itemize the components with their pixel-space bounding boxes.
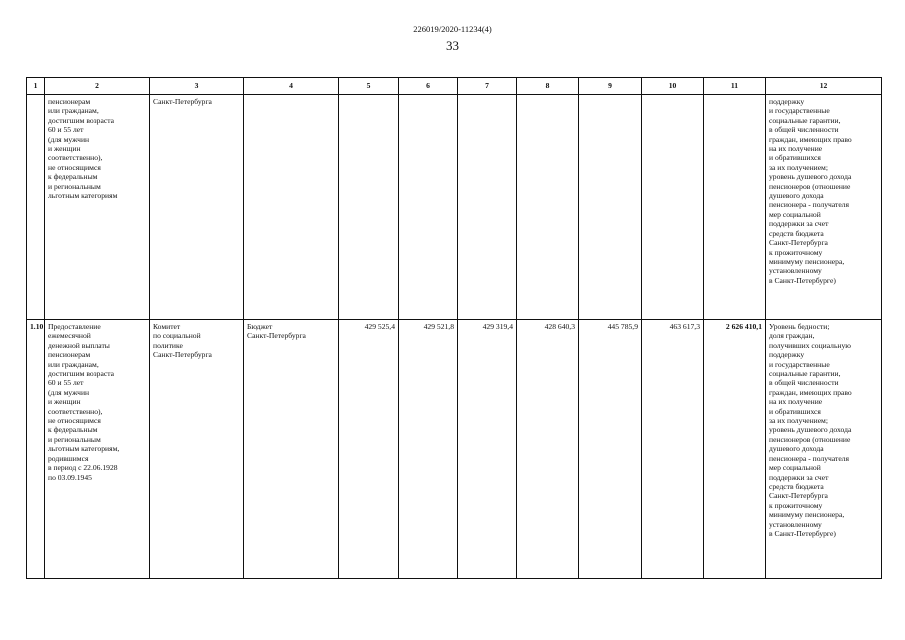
col-header-12: 12 xyxy=(766,78,882,95)
value-col-8: 428 640,3 xyxy=(517,320,579,579)
document-number: 226019/2020-11234(4) xyxy=(413,24,492,34)
table-row xyxy=(27,95,882,320)
executor: Комитет по социальной политике Санкт-Петербурга xyxy=(150,320,244,579)
col-header-11: 11 xyxy=(704,78,766,95)
col-header-4: 4 xyxy=(244,78,339,95)
indicators: поддержку и государственные социальные гарантии, в общей численности граждан, имеющих право на их получение и обратившихся за их получением; уровень душевого дохода пенсионеров (отношение душевого дохода пенсионера - получателя мер социальной поддержки за счет средств бюджета Санкт-Петербурга к прожиточному минимуму пенсионера, установленному в Санкт-Петербурге) xyxy=(766,95,882,320)
indicators: Уровень бедности; доля граждан, получивших социальную поддержку и государственные социальные гарантии, в общей численности граждан, имеющих право на их получение и обратившихся за их получением; уровень душевого дохода пенсионеров (отношение душевого дохода пенсионера - получателя мер социальной поддержки за счет средств бюджета Санкт-Петербурга к прожиточному минимуму пенсионера, установленному в Санкт-Петербурге) xyxy=(766,320,882,579)
col-header-3: 3 xyxy=(150,78,244,95)
value-col-10: 463 617,3 xyxy=(642,320,704,579)
program-table xyxy=(26,77,882,579)
value-col-7 xyxy=(458,95,517,320)
row-number xyxy=(27,95,45,320)
table-row xyxy=(27,320,882,579)
value-col-7: 429 319,4 xyxy=(458,320,517,579)
col-header-5: 5 xyxy=(339,78,399,95)
measure-name: Предоставление ежемесячной денежной выплаты пенсионерам или гражданам, достигшим возраста 60 и 55 лет (для мужчин и женщин соответственно), не относящимся к федеральным и региональным льготным категориям, родившимся в период с 22.06.1928 по 03.09.1945 xyxy=(45,320,150,579)
col-header-1: 1 xyxy=(27,78,45,95)
executor: Санкт-Петербурга xyxy=(150,95,244,320)
value-col-10 xyxy=(642,95,704,320)
funding-source: Бюджет Санкт-Петербурга xyxy=(244,320,339,579)
value-col-6 xyxy=(399,95,458,320)
col-header-2: 2 xyxy=(45,78,150,95)
col-header-10: 10 xyxy=(642,78,704,95)
row-number: 1.10 xyxy=(27,320,45,579)
header-row xyxy=(27,78,882,95)
funding-source xyxy=(244,95,339,320)
page-number: 33 xyxy=(446,38,459,53)
col-header-7: 7 xyxy=(458,78,517,95)
value-col-9 xyxy=(579,95,642,320)
col-header-6: 6 xyxy=(399,78,458,95)
total-value: 2 626 410,1 xyxy=(704,320,766,579)
col-header-9: 9 xyxy=(579,78,642,95)
measure-name: пенсионерам или гражданам, достигшим возраста 60 и 55 лет (для мужчин и женщин соответственно), не относящимся к федеральным и региональным льготным категориям xyxy=(45,95,150,320)
value-col-9: 445 785,9 xyxy=(579,320,642,579)
value-col-5 xyxy=(339,95,399,320)
value-col-8 xyxy=(517,95,579,320)
col-header-8: 8 xyxy=(517,78,579,95)
value-col-5: 429 525,4 xyxy=(339,320,399,579)
total-value xyxy=(704,95,766,320)
value-col-6: 429 521,8 xyxy=(399,320,458,579)
